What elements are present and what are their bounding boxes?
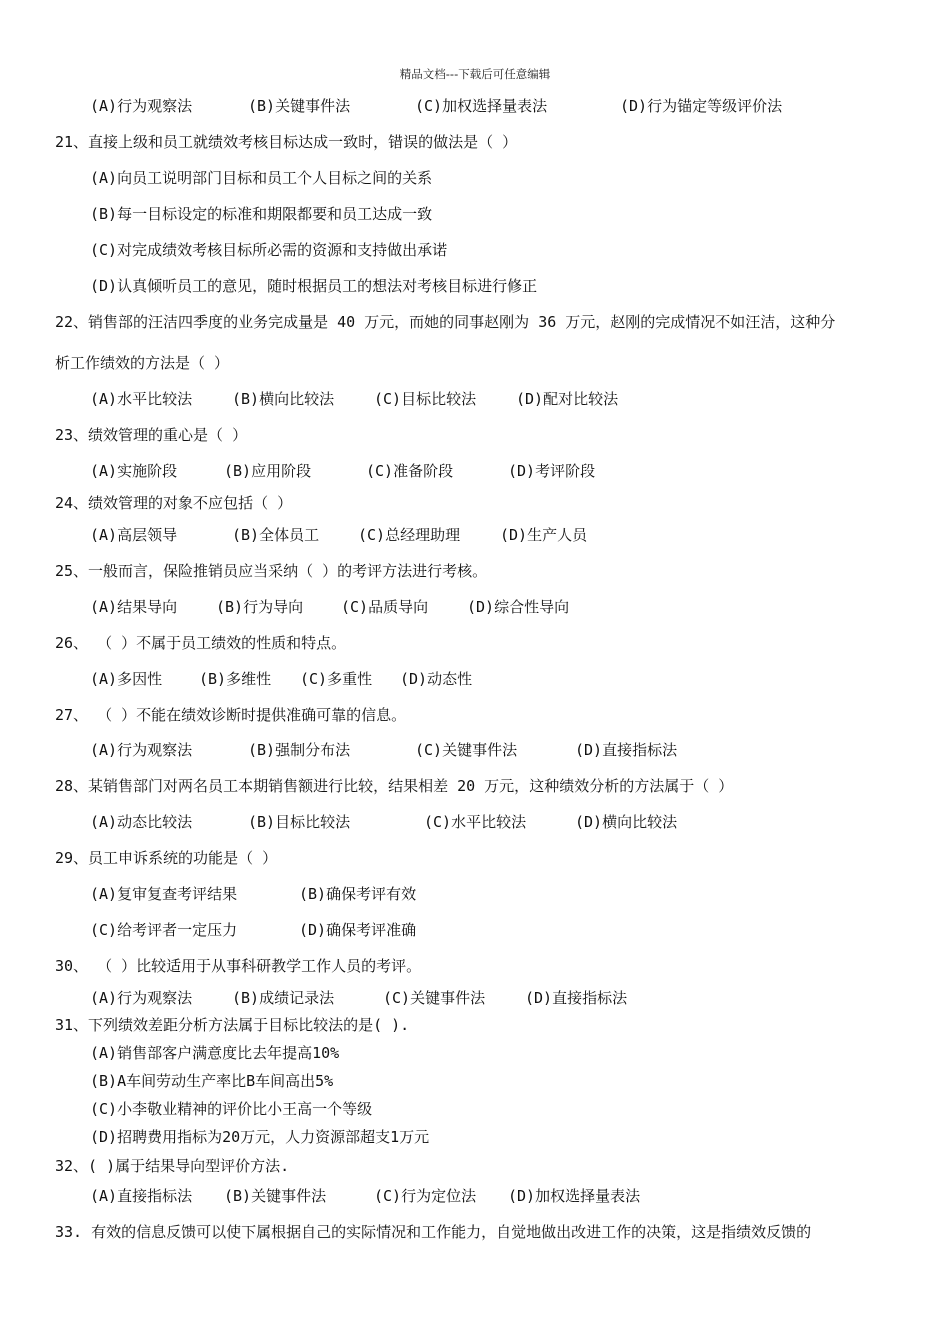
answer-option: (A)行为观察法 xyxy=(90,989,193,1007)
answer-option: (D)直接指标法 xyxy=(575,741,678,759)
answer-option: (D)综合性导向 xyxy=(467,598,570,616)
answer-option: (A)复审复查考评结果 xyxy=(90,885,238,903)
answer-option: (A)行为观察法 xyxy=(90,741,193,759)
question-text: 22、销售部的汪洁四季度的业务完成量是 40 万元，而她的同事赵刚为 36 万元，赵刚的完成情况不如汪洁，这种分 xyxy=(55,313,836,331)
answer-option: (A)高层领导 xyxy=(90,526,178,544)
answer-option: (D)横向比较法 xyxy=(575,813,678,831)
answer-option: (B)强制分布法 xyxy=(248,741,351,759)
answer-option: (A)向员工说明部门目标和员工个人目标之间的关系 xyxy=(90,169,433,187)
answer-option: (D)招聘费用指标为20万元，人力资源部超支1万元 xyxy=(90,1128,430,1146)
answer-option: (C)目标比较法 xyxy=(374,390,477,408)
answer-option: (D)加权选择量表法 xyxy=(508,1187,641,1205)
answer-option: (B)关键事件法 xyxy=(224,1187,327,1205)
answer-option: (B)成绩记录法 xyxy=(232,989,335,1007)
answer-option: (A)实施阶段 xyxy=(90,462,178,480)
question-text: 24、绩效管理的对象不应包括（ ） xyxy=(55,494,293,512)
answer-option: (A)行为观察法 xyxy=(90,97,193,115)
answer-option: (D)考评阶段 xyxy=(508,462,596,480)
question-text: 25、一般而言，保险推销员应当采纳（ ）的考评方法进行考核。 xyxy=(55,562,488,580)
answer-option: (C)多重性 xyxy=(300,670,373,688)
answer-option: (D)配对比较法 xyxy=(516,390,619,408)
answer-option: (C)行为定位法 xyxy=(374,1187,477,1205)
answer-option: (B)A车间劳动生产率比B车间高出5% xyxy=(90,1072,334,1090)
answer-option: (B)应用阶段 xyxy=(224,462,312,480)
question-text: 30、 （ ）比较适用于从事科研教学工作人员的考评。 xyxy=(55,957,422,975)
question-text: 33. 有效的信息反馈可以使下属根据自己的实际情况和工作能力，自觉地做出改进工作的决策，这是指绩效反馈的 xyxy=(55,1223,812,1241)
page-header: 精品文档---下载后可任意编辑 xyxy=(399,67,551,81)
answer-option: (B)全体员工 xyxy=(232,526,320,544)
question-text: 29、员工申诉系统的功能是（ ） xyxy=(55,849,278,867)
answer-option: (B)多维性 xyxy=(199,670,272,688)
answer-option: (B)横向比较法 xyxy=(232,390,335,408)
answer-option: (C)给考评者一定压力 xyxy=(90,921,238,939)
answer-option: (B)每一目标设定的标准和期限都要和员工达成一致 xyxy=(90,205,433,223)
answer-option: (A)销售部客户满意度比去年提高10% xyxy=(90,1044,340,1062)
answer-option: (D)确保考评准确 xyxy=(299,921,417,939)
answer-option: (B)关键事件法 xyxy=(248,97,351,115)
answer-option: (D)直接指标法 xyxy=(525,989,628,1007)
answer-option: (B)行为导向 xyxy=(216,598,304,616)
question-text: 27、 （ ）不能在绩效诊断时提供准确可靠的信息。 xyxy=(55,706,407,724)
answer-option: (C)关键事件法 xyxy=(383,989,486,1007)
answer-option: (C)总经理助理 xyxy=(358,526,461,544)
question-text: 26、 （ ）不属于员工绩效的性质和特点。 xyxy=(55,634,347,652)
answer-option: (C)对完成绩效考核目标所必需的资源和支持做出承诺 xyxy=(90,241,448,259)
answer-option: (A)动态比较法 xyxy=(90,813,193,831)
answer-option: (D)认真倾听员工的意见，随时根据员工的想法对考核目标进行修正 xyxy=(90,277,538,295)
answer-option: (D)行为锚定等级评价法 xyxy=(620,97,783,115)
answer-option: (C)加权选择量表法 xyxy=(415,97,548,115)
question-text: 21、直接上级和员工就绩效考核目标达成一致时，错误的做法是（ ） xyxy=(55,133,518,151)
answer-option: (D)生产人员 xyxy=(500,526,588,544)
answer-option: (C)水平比较法 xyxy=(424,813,527,831)
question-text: 23、绩效管理的重心是（ ） xyxy=(55,426,248,444)
answer-option: (B)目标比较法 xyxy=(248,813,351,831)
answer-option: (B)确保考评有效 xyxy=(299,885,417,903)
answer-option: (A)水平比较法 xyxy=(90,390,193,408)
question-text: 31、下列绩效差距分析方法属于目标比较法的是( ). xyxy=(55,1016,410,1034)
question-text: 28、某销售部门对两名员工本期销售额进行比较，结果相差 20 万元，这种绩效分析的方法属于（ ） xyxy=(55,777,734,795)
question-continuation: 析工作绩效的方法是（ ） xyxy=(55,354,230,372)
answer-option: (A)多因性 xyxy=(90,670,163,688)
question-text: 32、( )属于结果导向型评价方法. xyxy=(55,1157,290,1175)
answer-option: (C)准备阶段 xyxy=(366,462,454,480)
answer-option: (C)品质导向 xyxy=(341,598,429,616)
answer-option: (C)小李敬业精神的评价比小王高一个等级 xyxy=(90,1100,373,1118)
answer-option: (A)直接指标法 xyxy=(90,1187,193,1205)
answer-option: (C)关键事件法 xyxy=(415,741,518,759)
answer-option: (A)结果导向 xyxy=(90,598,178,616)
answer-option: (D)动态性 xyxy=(400,670,473,688)
